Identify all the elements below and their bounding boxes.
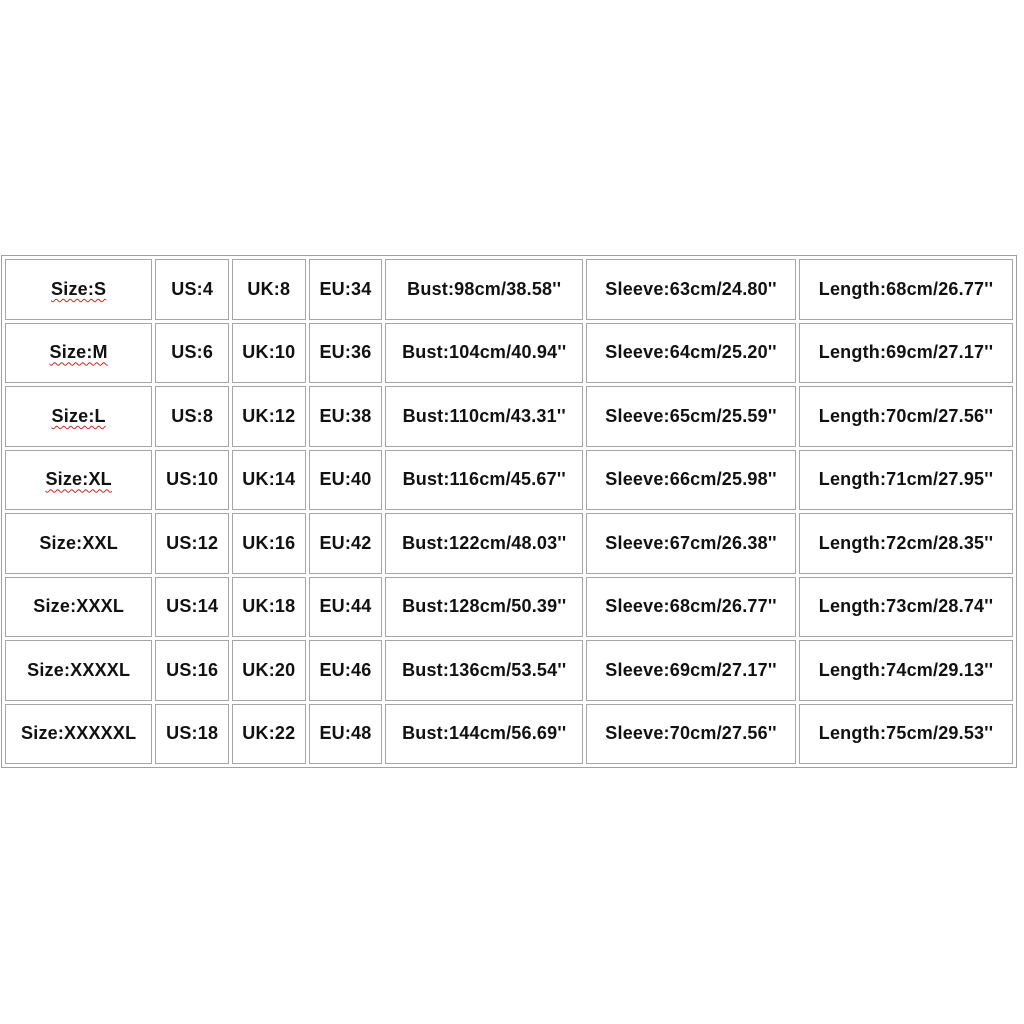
bust-cell: Bust:116cm/45.67'' <box>385 450 583 511</box>
sleeve-cell: Sleeve:65cm/25.59'' <box>586 386 796 447</box>
length-cell: Length:71cm/27.95'' <box>799 450 1013 511</box>
size-cell: Size:XXXXL <box>5 640 152 701</box>
eu-size-cell: EU:46 <box>309 640 383 701</box>
uk-size-cell: UK:20 <box>232 640 306 701</box>
length-cell: Length:69cm/27.17'' <box>799 323 1013 384</box>
table-row <box>5 259 1013 320</box>
uk-size-cell: UK:16 <box>232 513 306 574</box>
table-row <box>5 386 1013 447</box>
size-cell: Size:S <box>5 259 152 320</box>
sleeve-cell: Sleeve:69cm/27.17'' <box>586 640 796 701</box>
us-size-cell: US:12 <box>155 513 229 574</box>
size-cell: Size:XXXXXL <box>5 704 152 765</box>
size-cell: Size:L <box>5 386 152 447</box>
eu-size-cell: EU:44 <box>309 577 383 638</box>
us-size-cell: US:6 <box>155 323 229 384</box>
us-size-cell: US:14 <box>155 577 229 638</box>
sleeve-cell: Sleeve:67cm/26.38'' <box>586 513 796 574</box>
eu-size-cell: EU:38 <box>309 386 383 447</box>
uk-size-cell: UK:12 <box>232 386 306 447</box>
eu-size-cell: EU:34 <box>309 259 383 320</box>
size-cell: Size:XL <box>5 450 152 511</box>
uk-size-cell: UK:8 <box>232 259 306 320</box>
eu-size-cell: EU:40 <box>309 450 383 511</box>
us-size-cell: US:16 <box>155 640 229 701</box>
sleeve-cell: Sleeve:66cm/25.98'' <box>586 450 796 511</box>
us-size-cell: US:4 <box>155 259 229 320</box>
uk-size-cell: UK:18 <box>232 577 306 638</box>
table-row <box>5 704 1013 765</box>
us-size-cell: US:10 <box>155 450 229 511</box>
us-size-cell: US:18 <box>155 704 229 765</box>
size-chart-table <box>1 255 1017 768</box>
length-cell: Length:73cm/28.74'' <box>799 577 1013 638</box>
table-row <box>5 513 1013 574</box>
eu-size-cell: EU:36 <box>309 323 383 384</box>
sleeve-cell: Sleeve:70cm/27.56'' <box>586 704 796 765</box>
sleeve-cell: Sleeve:68cm/26.77'' <box>586 577 796 638</box>
sleeve-cell: Sleeve:63cm/24.80'' <box>586 259 796 320</box>
sleeve-cell: Sleeve:64cm/25.20'' <box>586 323 796 384</box>
length-cell: Length:68cm/26.77'' <box>799 259 1013 320</box>
eu-size-cell: EU:42 <box>309 513 383 574</box>
bust-cell: Bust:98cm/38.58'' <box>385 259 583 320</box>
length-cell: Length:75cm/29.53'' <box>799 704 1013 765</box>
bust-cell: Bust:144cm/56.69'' <box>385 704 583 765</box>
bust-cell: Bust:122cm/48.03'' <box>385 513 583 574</box>
length-cell: Length:72cm/28.35'' <box>799 513 1013 574</box>
bust-cell: Bust:128cm/50.39'' <box>385 577 583 638</box>
bust-cell: Bust:136cm/53.54'' <box>385 640 583 701</box>
size-cell: Size:XXL <box>5 513 152 574</box>
table-row <box>5 640 1013 701</box>
bust-cell: Bust:110cm/43.31'' <box>385 386 583 447</box>
uk-size-cell: UK:10 <box>232 323 306 384</box>
size-cell: Size:M <box>5 323 152 384</box>
table-row <box>5 450 1013 511</box>
us-size-cell: US:8 <box>155 386 229 447</box>
uk-size-cell: UK:22 <box>232 704 306 765</box>
length-cell: Length:74cm/29.13'' <box>799 640 1013 701</box>
table-row <box>5 323 1013 384</box>
table-row <box>5 577 1013 638</box>
length-cell: Length:70cm/27.56'' <box>799 386 1013 447</box>
size-cell: Size:XXXL <box>5 577 152 638</box>
eu-size-cell: EU:48 <box>309 704 383 765</box>
uk-size-cell: UK:14 <box>232 450 306 511</box>
bust-cell: Bust:104cm/40.94'' <box>385 323 583 384</box>
